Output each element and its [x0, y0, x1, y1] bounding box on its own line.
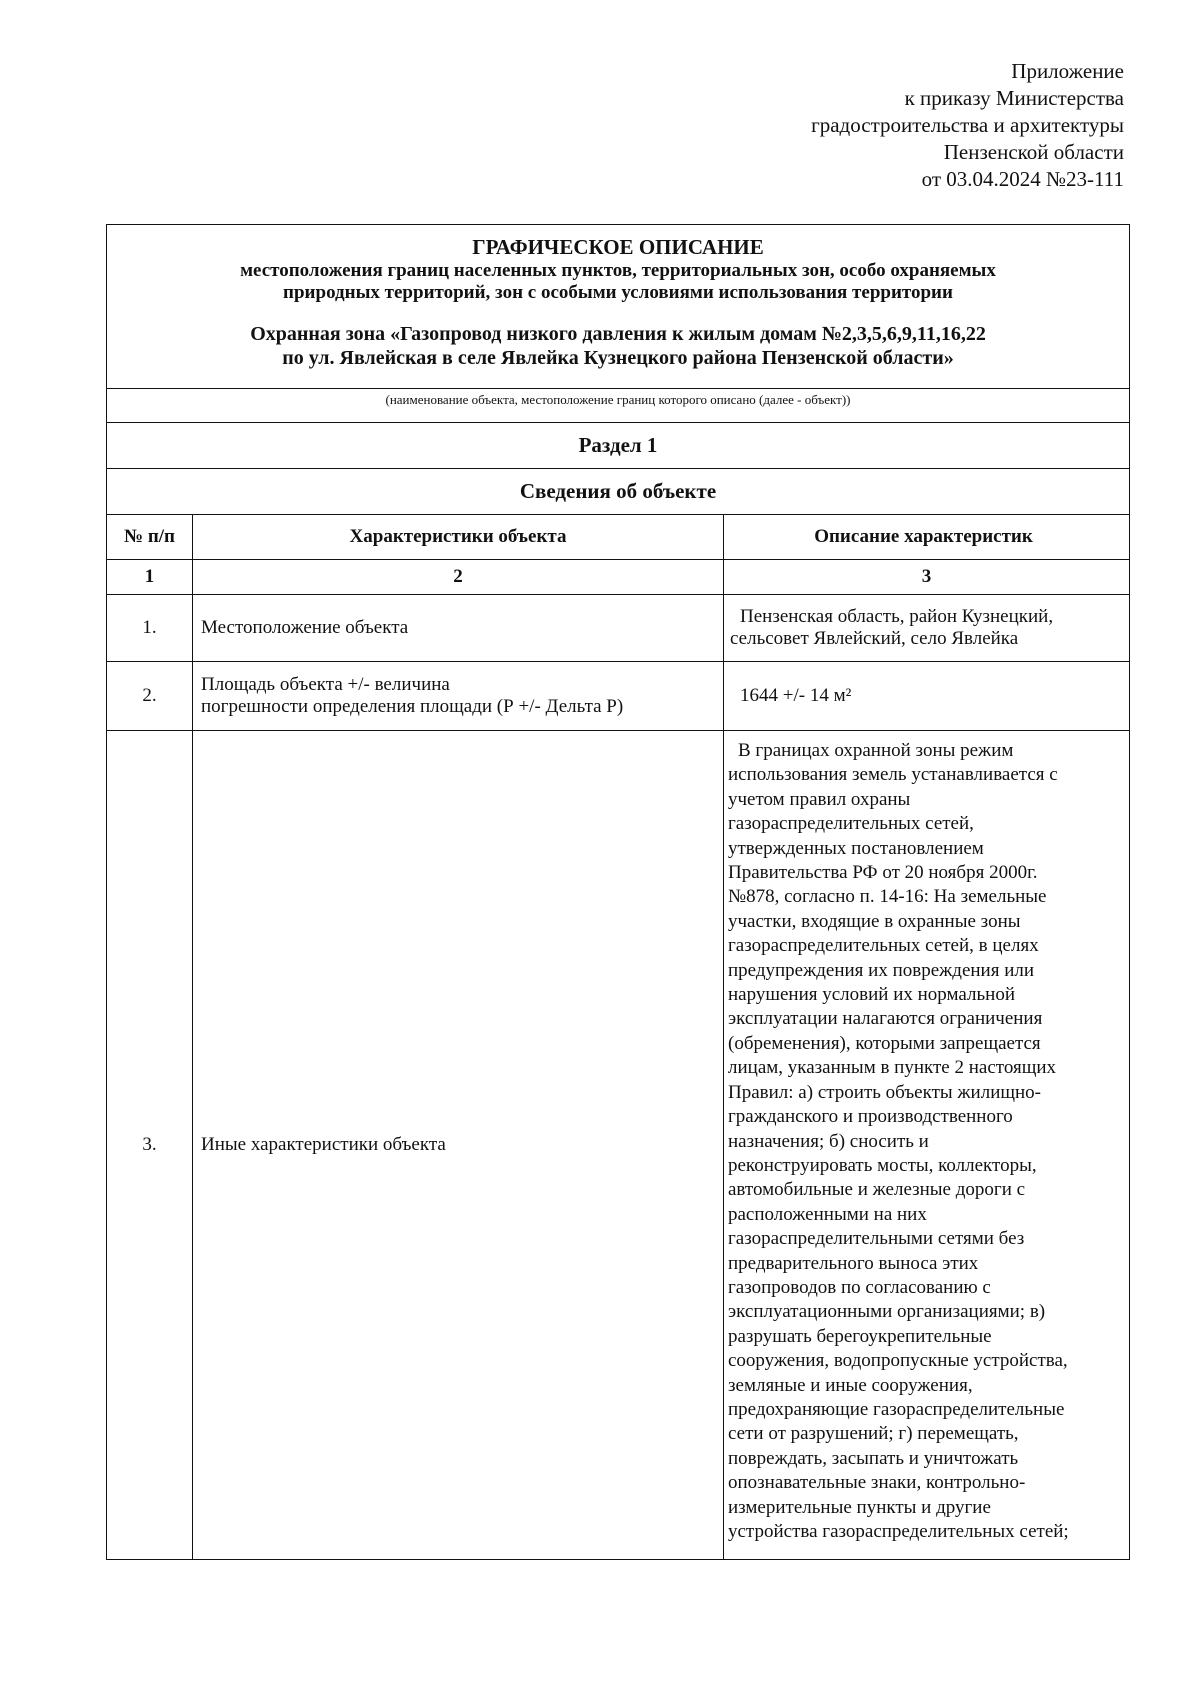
restrictions-text-line: предварительного выноса этих [728, 1252, 979, 1274]
restrictions-text-line: автомобильные и железные дороги с [728, 1179, 1026, 1201]
restrictions-text-line: гражданского и производственного [728, 1106, 1013, 1128]
appendix-line: Пензенской области [943, 140, 1124, 164]
restrictions-text-line: лицам, указанным в пункте 2 настоящих [728, 1057, 1057, 1079]
characteristic-line: погрешности определения площади (Р +/- Дельта Р) [201, 696, 624, 717]
document-header [107, 225, 1129, 388]
object-caption: (наименование объекта, местоположение границ которого описано (далее - объект)) [107, 388, 1129, 422]
description-line: сельсовет Явлейский, село Явлейка [730, 628, 1019, 649]
table-row [107, 595, 1129, 662]
description-line: Пензенская область, район Кузнецкий, [740, 606, 1054, 627]
column-number: 3 [724, 560, 1130, 595]
restrictions-text-line: нарушения условий их нормальной [728, 984, 1015, 1006]
restrictions-text-line: эксплуатационными организациями; в) [728, 1301, 1046, 1323]
restrictions-text-line: газораспределительными сетями без [728, 1228, 1025, 1250]
row-characteristic: Местоположение объекта [193, 595, 724, 662]
appendix-line: Приложение [1011, 59, 1124, 83]
restrictions-text-line: газопроводов по согласованию с [728, 1276, 991, 1298]
section-title: Раздел 1 [107, 422, 1129, 468]
appendix-line: к приказу Министерства [904, 86, 1124, 110]
table-row [107, 731, 1129, 1560]
appendix-block [811, 58, 1124, 193]
restrictions-text-line: разрушать берегоукрепительные [728, 1325, 992, 1347]
column-number: 2 [193, 560, 724, 595]
object-name-line: Охранная зона «Газопровод низкого давления к жилым домам №2,3,5,6,9,11,16,22 [250, 323, 986, 345]
restrictions-text-line: реконструировать мосты, коллекторы, [728, 1154, 1037, 1176]
restrictions-text-line: Правил: а) строить объекты жилищно- [728, 1081, 1041, 1103]
restrictions-text-line: участки, входящие в охранные зоны [728, 910, 1021, 932]
restrictions-text-line: газораспределительных сетей, в целях [728, 935, 1039, 957]
document-frame [106, 224, 1130, 1560]
restrictions-text-line: измерительные пункты и другие [728, 1496, 991, 1518]
column-number: 1 [107, 560, 193, 595]
area-value: 1644 +/- 14 м² [740, 685, 852, 706]
row-characteristic: Иные характеристики объекта [193, 731, 724, 1560]
restrictions-text-line: В границах охранной зоны режим [738, 740, 1014, 761]
row-number: 3. [107, 731, 193, 1560]
column-number-row [107, 560, 1129, 595]
row-number: 2. [107, 662, 193, 731]
restrictions-text-line: учетом правил охраны [728, 788, 911, 810]
restrictions-text-line: назначения; б) сносить и [728, 1130, 929, 1152]
restrictions-text-line: Правительства РФ от 20 ноября 2000г. [728, 862, 1038, 884]
column-header-description: Описание характеристик [724, 515, 1130, 560]
document-subtitle-line: местоположения границ населенных пунктов, территориальных зон, особо охраняемых [240, 260, 996, 281]
restrictions-text-line: сооружения, водопропускные устройства, [728, 1350, 1068, 1372]
characteristic-line: Площадь объекта +/- величина [201, 674, 450, 695]
object-name-line: по ул. Явлейская в селе Явлейка Кузнецкого района Пензенской области» [282, 347, 954, 369]
restrictions-text-line: предупреждения их повреждения или [728, 959, 1035, 981]
restrictions-text-line: утвержденных постановлением [728, 837, 984, 859]
row-number: 1. [107, 595, 193, 662]
restrictions-text [724, 731, 1129, 1559]
column-header-number: № п/п [107, 515, 193, 560]
table-row [107, 662, 1129, 731]
document-subtitle-line: природных территорий, зон с особыми условиями использования территории [283, 282, 953, 303]
restrictions-text-line: №878, согласно п. 14-16: На земельные [728, 886, 1047, 908]
restrictions-text-line: устройства газораспределительных сетей; [728, 1521, 1069, 1542]
object-name [121, 322, 1115, 388]
column-header-characteristic: Характеристики объекта [193, 515, 724, 560]
row-description [724, 595, 1130, 662]
restrictions-text-line: газораспределительных сетей, [728, 813, 974, 835]
row-characteristic [193, 662, 724, 731]
section-subtitle: Сведения об объекте [107, 468, 1129, 514]
appendix-line: градостроительства и архитектуры [811, 113, 1124, 137]
restrictions-text-line: расположенными на них [728, 1203, 927, 1225]
restrictions-text-line: (обременения), которыми запрещается [728, 1032, 1041, 1054]
restrictions-text-line: использования земель устанавливается с [728, 764, 1058, 786]
row-description [724, 662, 1130, 731]
row-description [724, 731, 1130, 1560]
document-title: ГРАФИЧЕСКОЕ ОПИСАНИЕ [472, 235, 764, 259]
restrictions-text-line: опознавательные знаки, контрольно- [728, 1472, 1026, 1494]
restrictions-text-line: повреждать, засыпать и уничтожать [728, 1447, 1019, 1469]
restrictions-text-line: сети от разрушений; г) перемещать, [728, 1423, 1019, 1445]
table-header-row [107, 515, 1129, 560]
appendix-date-line: от 03.04.2024 №23-111 [921, 167, 1124, 191]
object-info-table [107, 514, 1129, 1559]
restrictions-text-line: предохраняющие газораспределительные [728, 1398, 1065, 1420]
restrictions-text-line: эксплуатации налагаются ограничения [728, 1008, 1043, 1030]
restrictions-text-line: земляные и иные сооружения, [728, 1374, 973, 1396]
